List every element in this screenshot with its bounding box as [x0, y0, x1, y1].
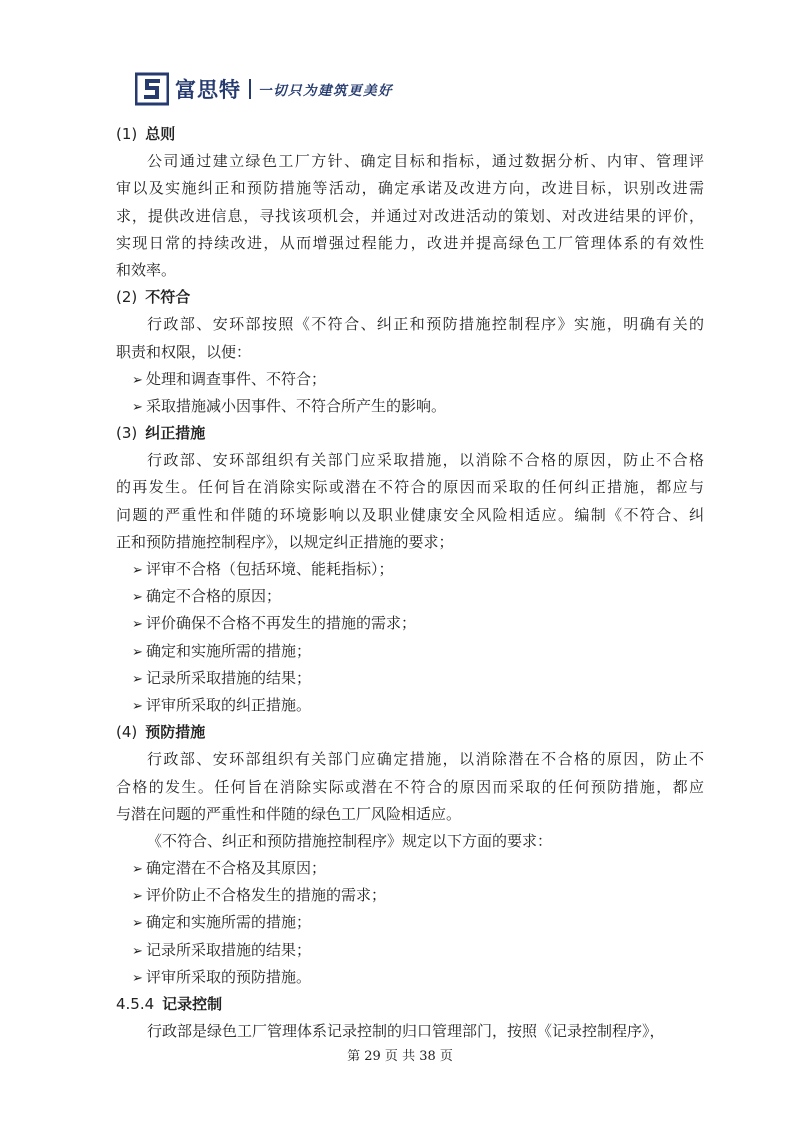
section-title: 记录控制: [162, 995, 223, 1013]
list-item: [116, 366, 704, 393]
paragraph-line: 实现日常的持续改进，从而增强过程能力，改进并提高绿色工厂管理体系的有效性: [116, 233, 704, 252]
arrow-bullet-icon: ➢: [132, 970, 143, 986]
paragraph-line: 行政部、安环部组织有关部门应确定措施，以消除潜在不合格的原因，防止不: [147, 750, 704, 769]
arrow-bullet-icon: ➢: [132, 698, 143, 714]
paragraph-line: 合格的发生。任何旨在消除实际或潜在不符合的原因而采取的任何预防措施，都应: [116, 777, 704, 796]
section-heading: [116, 420, 704, 447]
list-item-text: 评价确保不合格不再发生的措施的需求；: [146, 614, 417, 633]
section-number: (2): [116, 288, 138, 307]
arrow-bullet-icon: ➢: [132, 590, 143, 606]
paragraph-line: 问题的严重性和伴随的环境影响以及职业健康安全风险相适应。编制《不符合、纠: [116, 505, 704, 524]
paragraph-line: 职责和权限，以便：: [116, 342, 252, 361]
section-number: (3): [116, 424, 138, 443]
paragraph-line: 行政部、安环部组织有关部门应采取措施，以消除不合格的原因，防止不合格: [147, 451, 704, 470]
paragraph-line: 正和预防措施控制程序》，以规定纠正措施的要求；: [116, 532, 454, 551]
arrow-bullet-icon: ➢: [132, 644, 143, 660]
arrow-bullet-icon: ➢: [132, 617, 143, 633]
arrow-bullet-icon: ➢: [132, 916, 143, 932]
arrow-bullet-icon: ➢: [132, 943, 143, 959]
list-item-text: 确定潜在不合格及其原因；: [146, 859, 327, 878]
paragraph-line: 《不符合、纠正和预防措施控制程序》规定以下方面的要求：: [147, 831, 553, 850]
section-heading: [116, 121, 704, 148]
list-item: [116, 909, 704, 936]
paragraph-line: 审以及实施纠正和预防措施等活动，确定承诺及改进方向，改进目标，识别改进需: [116, 179, 704, 198]
list-item-text: 评审所采取的纠正措施。: [146, 695, 312, 714]
list-item-text: 处理和调查事件、不符合；: [146, 369, 327, 388]
list-item-text: 确定和实施所需的措施；: [146, 913, 312, 932]
list-item: [116, 692, 704, 719]
section-title: 纠正措施: [145, 424, 206, 443]
section-title: 总则: [145, 125, 176, 143]
list-item: [116, 638, 704, 665]
brand-slogan: 一切只为建筑更美好: [258, 83, 393, 99]
paragraph-line: 与潜在问题的严重性和伴随的绿色工厂风险相适应。: [116, 804, 462, 823]
arrow-bullet-icon: ➢: [132, 563, 143, 578]
section-heading: [116, 284, 704, 311]
list-item-text: 记录所采取措施的结果；: [146, 668, 312, 687]
list-item: [116, 583, 704, 610]
paragraph-line: 行政部、安环部按照《不符合、纠正和预防措施控制程序》实施，明确有关的: [147, 315, 704, 334]
page-footer: 第 29 页 共 38 页: [347, 1049, 453, 1064]
list-item: [116, 665, 704, 692]
arrow-bullet-icon: ➢: [132, 671, 143, 687]
header-divider: [249, 79, 251, 99]
list-item-text: 确定不合格的原因；: [146, 587, 282, 606]
list-item-text: 采取措施减小因事件、不符合所产生的影响。: [146, 396, 447, 415]
list-item-text: 评审不合格（包括环境、能耗指标）；: [146, 560, 394, 578]
list-item-text: 记录所采取措施的结果；: [146, 940, 312, 959]
document-body: [116, 121, 704, 1045]
section-number: 4.5.4: [116, 995, 155, 1013]
paragraph-line: 和效率。: [116, 260, 177, 279]
page-header: [135, 70, 393, 108]
list-item: [116, 964, 704, 991]
company-logo-icon: [135, 72, 169, 106]
list-item-text: 评审所采取的预防措施。: [146, 967, 312, 986]
section-heading: [116, 719, 704, 746]
paragraph-line: 的再发生。任何旨在消除实际或潜在不符合的原因而采取的任何纠正措施，都应与: [116, 478, 704, 497]
section-title: 预防措施: [145, 723, 206, 742]
arrow-bullet-icon: ➢: [132, 372, 143, 388]
list-item: [116, 610, 704, 637]
arrow-bullet-icon: ➢: [132, 889, 143, 905]
section-heading: [116, 991, 704, 1018]
paragraph-line: 行政部是绿色工厂管理体系记录控制的归口管理部门，按照《记录控制程序》，: [147, 1022, 665, 1041]
section-number: (1): [116, 125, 138, 143]
section-number: (4): [116, 723, 138, 742]
arrow-bullet-icon: ➢: [132, 862, 143, 878]
list-item: [116, 556, 704, 583]
paragraph-line: 求，提供改进信息，寻找该项机会，并通过对改进活动的策划、对改进结果的评价，: [116, 206, 704, 225]
list-item-text: 评价防止不合格发生的措施的需求；: [146, 886, 387, 905]
paragraph-line: 公司通过建立绿色工厂方针、确定目标和指标，通过数据分析、内审、管理评: [147, 152, 704, 171]
list-item: [116, 937, 704, 964]
list-item-text: 确定和实施所需的措施；: [146, 641, 312, 660]
list-item: [116, 855, 704, 882]
section-title: 不符合: [145, 288, 191, 307]
brand-name: 富思特: [175, 78, 241, 102]
list-item: [116, 393, 704, 420]
arrow-bullet-icon: ➢: [132, 399, 143, 415]
list-item: [116, 882, 704, 909]
